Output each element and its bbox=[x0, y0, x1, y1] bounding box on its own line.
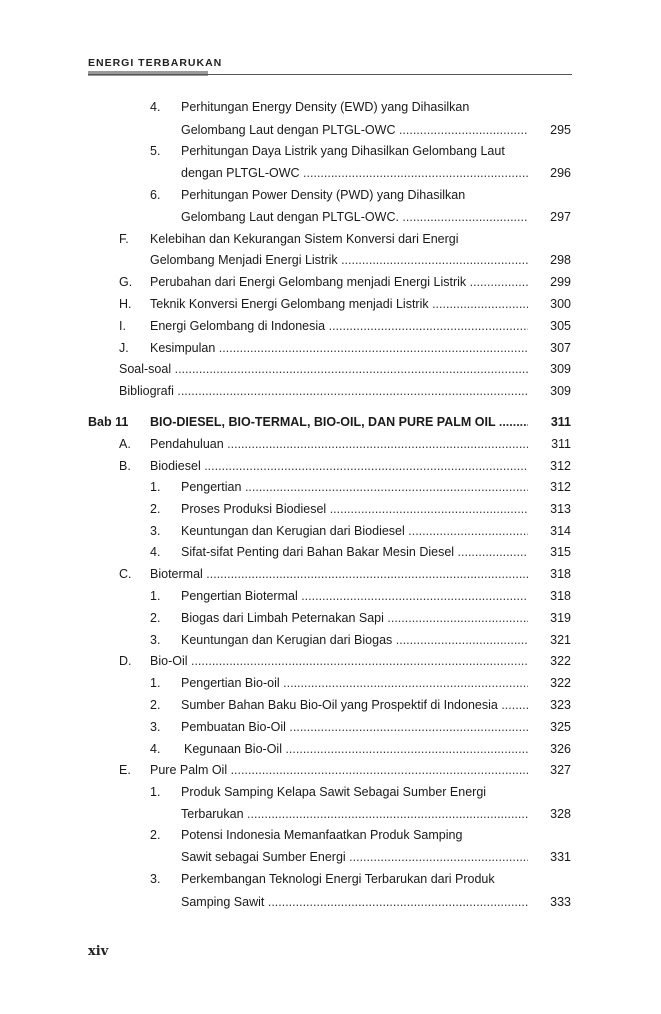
toc-entry-title: Sifat-sifat Penting dari Bahan Bakar Mesin Diesel ..... bbox=[181, 542, 528, 563]
toc-entry-title: Soal-soal ..... bbox=[119, 359, 528, 380]
toc-entry bbox=[0, 272, 661, 293]
toc-entry-page: 322 bbox=[550, 676, 571, 690]
toc-entry-page: 312 bbox=[550, 480, 571, 494]
toc-entry bbox=[0, 717, 661, 738]
toc-entry bbox=[0, 608, 661, 629]
toc-entry bbox=[0, 141, 661, 162]
header-title: ENERGI TERBARUKAN bbox=[88, 57, 223, 69]
toc-entry-title: Keuntungan dan Kerugian dari Biogas ..... bbox=[181, 630, 528, 651]
toc-entry-page: 300 bbox=[550, 297, 571, 311]
toc-entry bbox=[0, 207, 661, 228]
toc-entry-title: Bibliografi ..... bbox=[119, 381, 528, 402]
toc-entry bbox=[0, 651, 661, 672]
toc-entry bbox=[0, 542, 661, 563]
toc-entry bbox=[0, 381, 661, 402]
toc-entry-page: 309 bbox=[550, 384, 571, 398]
toc-entry bbox=[0, 294, 661, 315]
toc-entry-number: D. bbox=[119, 654, 132, 668]
toc-entry-title: Sumber Bahan Baku Bio-Oil yang Prospektif di Indonesia ..... bbox=[181, 695, 528, 716]
toc-entry-number: 5. bbox=[150, 144, 161, 158]
toc-entry-title: Pendahuluan ..... bbox=[150, 434, 528, 455]
toc-entry-page: 314 bbox=[550, 524, 571, 538]
toc-entry bbox=[0, 586, 661, 607]
toc-entry bbox=[0, 456, 661, 477]
toc-entry-title: Biotermal ..... bbox=[150, 564, 528, 585]
toc-entry bbox=[0, 250, 661, 271]
toc-entry-title: dengan PLTGL-OWC ..... bbox=[181, 163, 528, 184]
toc-entry-page: 312 bbox=[550, 459, 571, 473]
toc-entry bbox=[0, 499, 661, 520]
toc-entry-title: Samping Sawit ..... bbox=[181, 892, 528, 913]
toc-entry bbox=[0, 163, 661, 184]
toc-entry-page: 305 bbox=[550, 319, 571, 333]
toc-entry-title: Pure Palm Oil ..... bbox=[150, 760, 528, 781]
toc-entry-page: 307 bbox=[550, 341, 571, 355]
toc-entry-number: A. bbox=[119, 437, 131, 451]
toc-entry-page: 296 bbox=[550, 166, 571, 180]
toc-entry-number: H. bbox=[119, 297, 132, 311]
toc-entry-number: 4. bbox=[150, 742, 161, 756]
toc-entry-title: Perkembangan Teknologi Energi Terbarukan dari Produk bbox=[181, 872, 495, 886]
toc-entry-page: 311 bbox=[551, 437, 571, 451]
toc-entry-number: G. bbox=[119, 275, 133, 289]
toc-entry-page: 298 bbox=[550, 253, 571, 267]
toc-entry-title: Kesimpulan ..... bbox=[150, 338, 528, 359]
toc-entry-title: Pembuatan Bio-Oil ..... bbox=[181, 717, 528, 738]
toc-entry-title: Terbarukan ..... bbox=[181, 804, 528, 825]
toc-entry bbox=[0, 892, 661, 913]
toc-entry-title: Bio-Oil ..... bbox=[150, 651, 528, 672]
toc-entry bbox=[0, 564, 661, 585]
toc-entry-number: 1. bbox=[150, 589, 161, 603]
toc-entry bbox=[0, 739, 661, 760]
toc-entry bbox=[0, 804, 661, 825]
toc-entry bbox=[0, 316, 661, 337]
toc-entry bbox=[0, 782, 661, 803]
toc-entry-number: J. bbox=[119, 341, 129, 355]
toc-entry-number: 1. bbox=[150, 480, 161, 494]
toc-entry-number: 2. bbox=[150, 828, 161, 842]
toc-entry-title: Perhitungan Energy Density (EWD) yang Dihasilkan bbox=[181, 100, 470, 114]
toc-entry-page: 295 bbox=[550, 123, 571, 137]
toc-entry-page: 313 bbox=[550, 502, 571, 516]
toc-entry-title: Proses Produksi Biodiesel ..... bbox=[181, 499, 528, 520]
toc-entry-page: 328 bbox=[550, 807, 571, 821]
toc-entry-title: Energi Gelombang di Indonesia ..... bbox=[150, 316, 528, 337]
toc-entry-page: 309 bbox=[550, 362, 571, 376]
toc-entry-page: 323 bbox=[550, 698, 571, 712]
toc-entry-title: Kegunaan Bio-Oil ..... bbox=[184, 739, 528, 760]
toc-entry-number: 3. bbox=[150, 633, 161, 647]
toc-entry-number: 2. bbox=[150, 611, 161, 625]
toc-chapter-entry bbox=[0, 412, 661, 433]
toc-entry-number: 2. bbox=[150, 502, 161, 516]
toc-entry-page: 297 bbox=[550, 210, 571, 224]
toc-entry-page: 319 bbox=[550, 611, 571, 625]
toc-entry-number: 2. bbox=[150, 698, 161, 712]
toc-entry bbox=[0, 760, 661, 781]
toc-entry-page: 331 bbox=[550, 850, 571, 864]
toc-entry-page: 315 bbox=[550, 545, 571, 559]
toc-entry-title: Keuntungan dan Kerugian dari Biodiesel ..... bbox=[181, 521, 528, 542]
toc-entry-title: Gelombang Laut dengan PLTGL-OWC ..... bbox=[181, 120, 528, 141]
toc-entry bbox=[0, 673, 661, 694]
toc-entry-number: F. bbox=[119, 232, 129, 246]
toc-entry-number: 6. bbox=[150, 188, 161, 202]
toc-entry bbox=[0, 869, 661, 890]
toc-entry-page: 333 bbox=[550, 895, 571, 909]
toc-entry-number: B. bbox=[119, 459, 131, 473]
toc-entry-page: 326 bbox=[550, 742, 571, 756]
toc-entry-title: Produk Samping Kelapa Sawit Sebagai Sumber Energi bbox=[181, 785, 487, 799]
toc-entry-title: Gelombang Laut dengan PLTGL-OWC. ..... bbox=[181, 207, 528, 228]
toc-entry-page: 322 bbox=[550, 654, 571, 668]
toc-entry bbox=[0, 434, 661, 455]
toc-entry bbox=[0, 695, 661, 716]
toc-entry-title: Pengertian Biotermal ..... bbox=[181, 586, 528, 607]
toc-entry-number: 3. bbox=[150, 720, 161, 734]
toc-entry bbox=[0, 630, 661, 651]
toc-entry-title: Perhitungan Daya Listrik yang Dihasilkan Gelombang Laut bbox=[181, 144, 505, 158]
toc-entry bbox=[0, 120, 661, 141]
toc-entry-title: Perubahan dari Energi Gelombang menjadi Energi Listrik ..... bbox=[150, 272, 528, 293]
toc-entry-page: 299 bbox=[550, 275, 571, 289]
toc-entry-number: E. bbox=[119, 763, 131, 777]
toc-entry-page: 325 bbox=[550, 720, 571, 734]
toc-entry-title: BIO-DIESEL, BIO-TERMAL, BIO-OIL, DAN PURE PALM OIL ..... bbox=[150, 412, 528, 433]
toc-entry bbox=[0, 229, 661, 250]
toc-entry-title: Biodiesel ..... bbox=[150, 456, 528, 477]
toc-entry-title: Perhitungan Power Density (PWD) yang Dihasilkan bbox=[181, 188, 466, 202]
toc-entry-number: Bab 11 bbox=[88, 415, 129, 429]
toc-entry-number: C. bbox=[119, 567, 132, 581]
toc-entry-number: 3. bbox=[150, 524, 161, 538]
toc-entry-page: 321 bbox=[550, 633, 571, 647]
toc-entry-title: Teknik Konversi Energi Gelombang menjadi Listrik ..... bbox=[150, 294, 528, 315]
toc-entry-number: 4. bbox=[150, 545, 161, 559]
toc-entry bbox=[0, 521, 661, 542]
toc-entry-title: Pengertian ..... bbox=[181, 477, 528, 498]
toc-entry bbox=[0, 185, 661, 206]
toc-entry bbox=[0, 477, 661, 498]
toc-entry-page: 311 bbox=[550, 415, 571, 429]
toc-entry-title: Biogas dari Limbah Peternakan Sapi ..... bbox=[181, 608, 528, 629]
toc-entry-number: 3. bbox=[150, 872, 161, 886]
toc-entry-title: Gelombang Menjadi Energi Listrik ..... bbox=[150, 250, 528, 271]
toc-entry-page: 318 bbox=[550, 567, 571, 581]
toc-entry bbox=[0, 338, 661, 359]
toc-entry-page: 327 bbox=[550, 763, 571, 777]
toc-entry-title: Sawit sebagai Sumber Energi ..... bbox=[181, 847, 528, 868]
page-number: xiv bbox=[88, 944, 109, 959]
toc-entry-number: 1. bbox=[150, 785, 161, 799]
toc-entry-title: Pengertian Bio-oil ..... bbox=[181, 673, 528, 694]
toc-entry-number: I. bbox=[119, 319, 126, 333]
toc-entry bbox=[0, 847, 661, 868]
toc-entry-page: 318 bbox=[550, 589, 571, 603]
toc-entry-title: Kelebihan dan Kekurangan Sistem Konversi dari Energi bbox=[150, 232, 459, 246]
toc-entry bbox=[0, 825, 661, 846]
toc-entry bbox=[0, 359, 661, 380]
toc-entry-title: Potensi Indonesia Memanfaatkan Produk Samping bbox=[181, 828, 463, 842]
toc-entry-number: 1. bbox=[150, 676, 161, 690]
toc-entry bbox=[0, 97, 661, 118]
toc-entry-number: 4. bbox=[150, 100, 161, 114]
